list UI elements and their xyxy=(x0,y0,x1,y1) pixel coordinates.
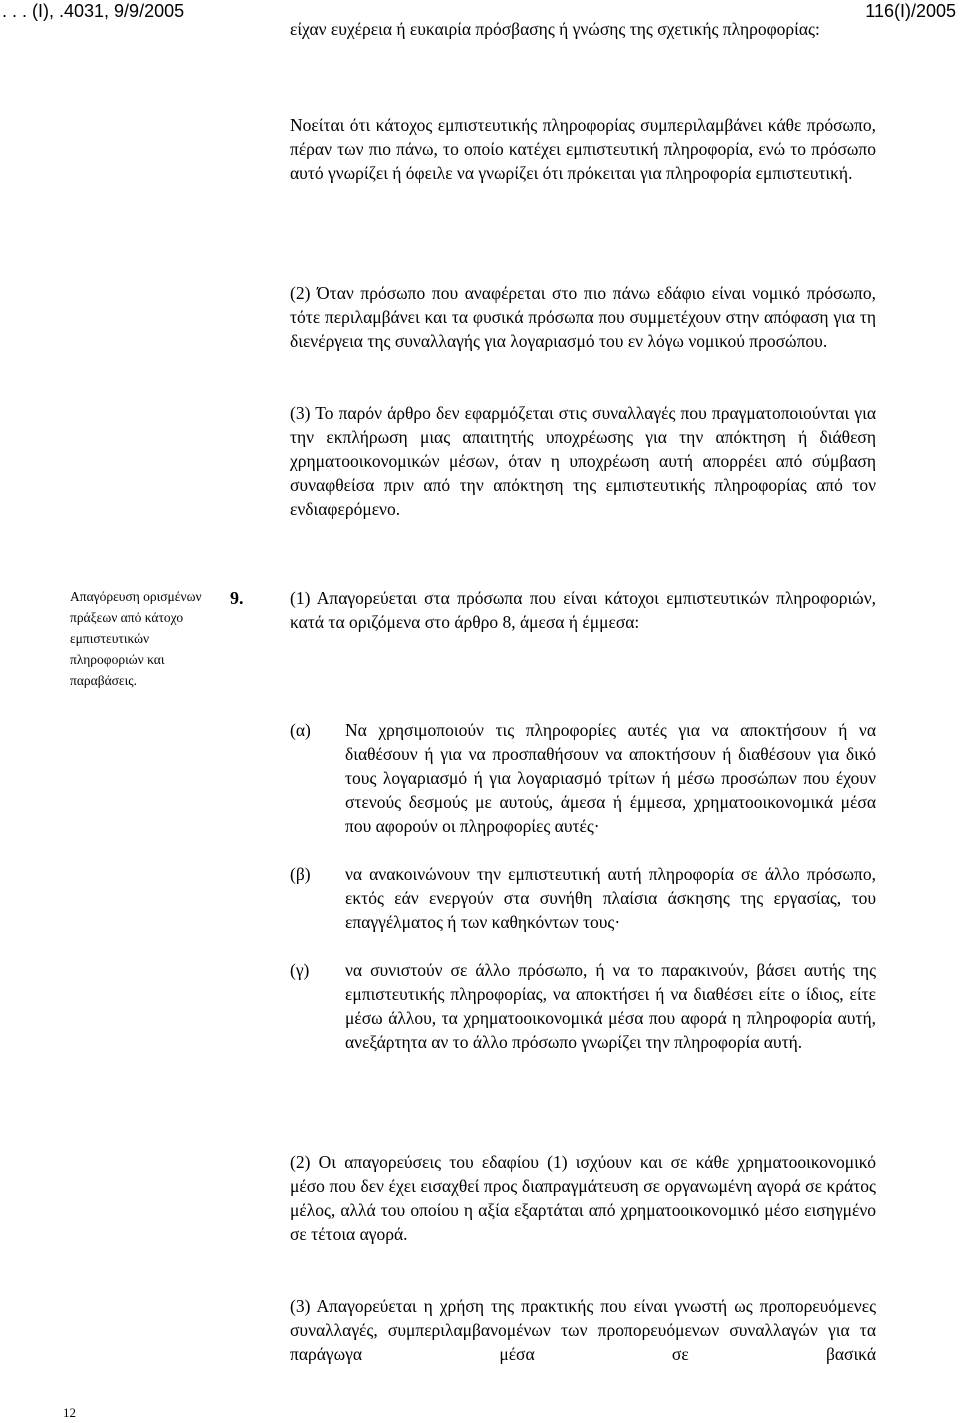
item-label-c: (γ) xyxy=(290,960,310,980)
paragraph-subsection-2: (2) Όταν πρόσωπο που αναφέρεται στο πιο πάνω εδάφιο είναι νομικό πρόσωπο, τότε περιλαμβάνει και τα φυσικά πρόσωπα που συμμετέχουν στην απόφαση για τη διενέργεια της συναλλαγής για λογαριασμό του εν λόγω νομικού προσώπου. xyxy=(290,283,876,351)
paragraph-proviso: Νοείται ότι κάτοχος εμπιστευτικής πληροφορίας συμπεριλαμβάνει κάθε πρόσωπο, πέραν των πιο πάνω, το οποίο κατέχει εμπιστευτική πληροφορία, ενώ το πρόσωπο αυτό γνωρίζει ή όφειλε να γνωρίζει ότι πρόκειται για πληροφορία εμπιστευτική. xyxy=(290,115,876,183)
paragraph-subsection-3: (3) Το παρόν άρθρο δεν εφαρμόζεται στις συναλλαγές που πραγματοποιούνται για την εκπλήρωση μιας απαιτητής υποχρέωσης για την απόκτηση ή διάθεση χρηματοοικονομικών μέσων, όταν η υποχρέωση αυτή απορρέει από σύμβαση συναφθείσα πριν από την απόκτηση της εμπιστευτικής πληροφορίας από τον ενδιαφερόμενο. xyxy=(290,403,876,519)
header-law-number: 116(Ι)/2005 xyxy=(865,1,956,21)
paragraph-article-9-2: (2) Οι απαγορεύσεις του εδαφίου (1) ισχύουν και σε κάθε χρηματοοικονομικό μέσο που δεν έχει εισαχθεί προς διαπραγμάτευση σε οργανωμένη αγορά σε κράτος μέλος, αλλά του οποίου η αξία εξαρτάται από χρηματοοικονομικό μέσο εισηγμένο σε τέτοια αγορά. xyxy=(290,1152,876,1244)
item-label-a: (α) xyxy=(290,720,311,740)
item-text-b: να ανακοινώνουν την εμπιστευτική αυτή πληροφορία σε άλλο πρόσωπο, εκτός εάν ενεργούν στα συνήθη πλαίσια άσκησης της εργασίας, του επαγγέλματος ή των καθηκόντων τους· xyxy=(345,864,876,932)
item-text-c: να συνιστούν σε άλλο πρόσωπο, ή να το παρακινούν, βάσει αυτής της εμπιστευτικής πληροφορίας, να αποκτήσει ή να διαθέσει είτε ο ίδιος, είτε μέσω άλλου, τα χρηματοοικονομικά μέσα που αφορά η πληροφορία αυτή, ανεξάρτητα αν το άλλο πρόσωπο γνωρίζει την πληροφορία αυτή. xyxy=(345,960,876,1052)
article-number: 9. xyxy=(230,588,244,608)
paragraph-continuation: είχαν ευχέρεια ή ευκαιρία πρόσβασης ή γνώσης της σχετικής πληροφορίας: xyxy=(290,19,820,39)
header-left-text: . . . (Ι), .4031, 9/9/2005 xyxy=(2,1,185,21)
paragraph-article-9-3: (3) Απαγορεύεται η χρήση της πρακτικής που είναι γνωστή ως προπορευόμενες συναλλαγές, συμπεριλαμβανομένων των προπορευόμενων συναλλαγών για τα παράγωγα μέσα σε βασικά xyxy=(290,1296,876,1364)
item-label-b: (β) xyxy=(290,864,311,884)
margin-note-article-title: Απαγόρευση ορισμένων πράξεων από κάτοχο εμπιστευτικών πληροφοριών και παραβάσεις. xyxy=(70,589,202,688)
item-text-a: Να χρησιμοποιούν τις πληροφορίες αυτές για να αποκτήσουν ή να διαθέσουν ή για να προσπαθήσουν να αποκτήσουν ή διαθέσουν για δικό τους λογαριασμό ή για λογαριασμό τρίτων ή μέσω προσώπων που έχουν στενούς δεσμούς με αυτούς, άμεσα ή έμμεσα, χρηματοοικονομικά μέσα που αφορούν οι πληροφορίες αυτές· xyxy=(345,720,876,836)
page-number: 12 xyxy=(63,1405,76,1420)
paragraph-article-9-1: (1) Απαγορεύεται στα πρόσωπα που είναι κάτοχοι εμπιστευτικών πληροφοριών, κατά τα οριζόμενα στο άρθρο 8, άμεσα ή έμμεσα: xyxy=(290,588,876,632)
